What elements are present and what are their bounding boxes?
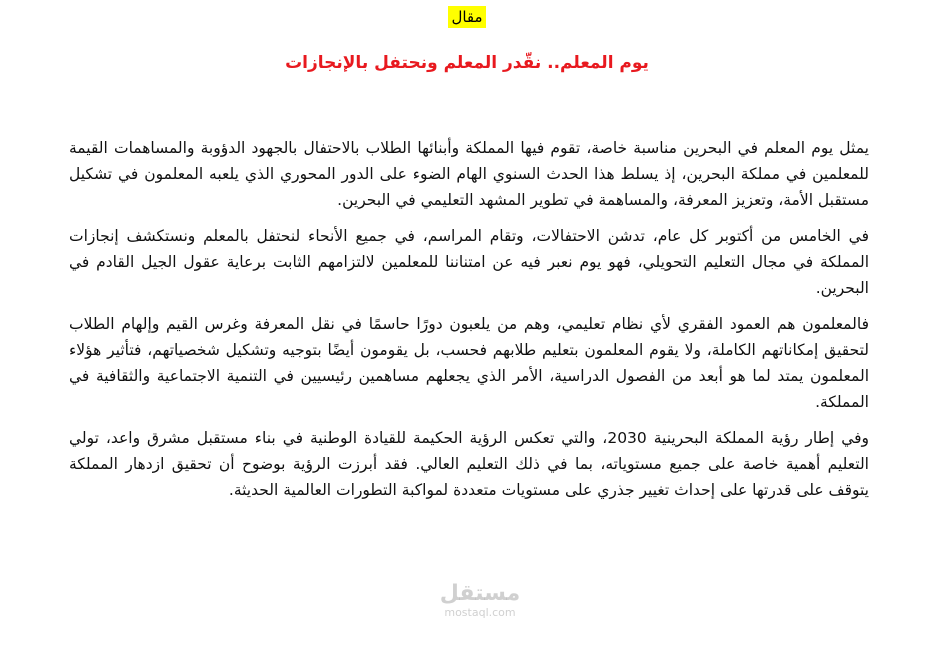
- watermark-domain: mostaql.com: [444, 606, 516, 619]
- paragraph-4: وفي إطار رؤية المملكة البحرينية 2030، والتي تعكس الرؤية الحكيمة للقيادة الوطنية في بناء مستقبل مشرق واعد، تولي التعليم أهمية خاصة على جميع مستوياته، بما في ذلك التعليم العالي. فقد أبرزت الرؤية بوضوح أن تحقيق ازدهار المملكة يتوقف على قدرتها على إحداث تغيير جذري على مستويات متعددة لمواكبة التطورات العالمية الحديثة.: [69, 429, 870, 499]
- article-label: [0, 6, 934, 28]
- paragraph-2: في الخامس من أكتوبر كل عام، تدشن الاحتفالات، وتقام المراسم، في جميع الأنحاء لنحتفل بالمعلم ونستكشف إنجازات المملكة في مجال التعليم التحويلي، فهو يوم نعبر فيه عن امتناننا للمعلمين لالتزامهم الثابت برعاية عقول الجيل القادم في البحرين.: [69, 227, 869, 297]
- article-headline: يوم المعلم.. نقّدر المعلم ونحتفل بالإنجازات: [285, 53, 649, 73]
- watermark-logo: مستقل: [439, 581, 521, 606]
- article-label-text: مقال: [448, 6, 485, 28]
- paragraph-3: فالمعلمون هم العمود الفقري لأي نظام تعليمي، وهم من يلعبون دورًا حاسمًا في نقل المعرفة وغرس القيم وإلهام الطلاب لتحقيق إمكاناتهم الكاملة، ولا يقوم المعلمون بتعليم طلابهم فحسب، بل يقومون أيضًا بتوجيه وتشكيل شخصياتهم، فتأثير هؤلاء المعلمون يمتد لما هو أبعد من الفصول الدراسية، الأمر الذي يجعلهم مساهمين رئيسيين في التنمية الاجتماعية والثقافية في المملكة.: [69, 315, 869, 411]
- article-body: [69, 135, 869, 513]
- paragraph-1: يمثل يوم المعلم في البحرين مناسبة خاصة، تقوم فيها المملكة وأبنائها الطلاب بالاحتفال بالجهود الدؤوبة والمساهمات القيمة للمعلمين في مملكة البحرين، إذ يسلط هذا الحدث السنوي الهام الضوء على الدور المحوري الذي يلعبه المعلمون في تشكيل مستقبل الأمة، وتعزيز المعرفة، والمساهمة في تطوير المشهد التعليمي في البحرين.: [69, 139, 869, 209]
- watermark: [430, 582, 530, 619]
